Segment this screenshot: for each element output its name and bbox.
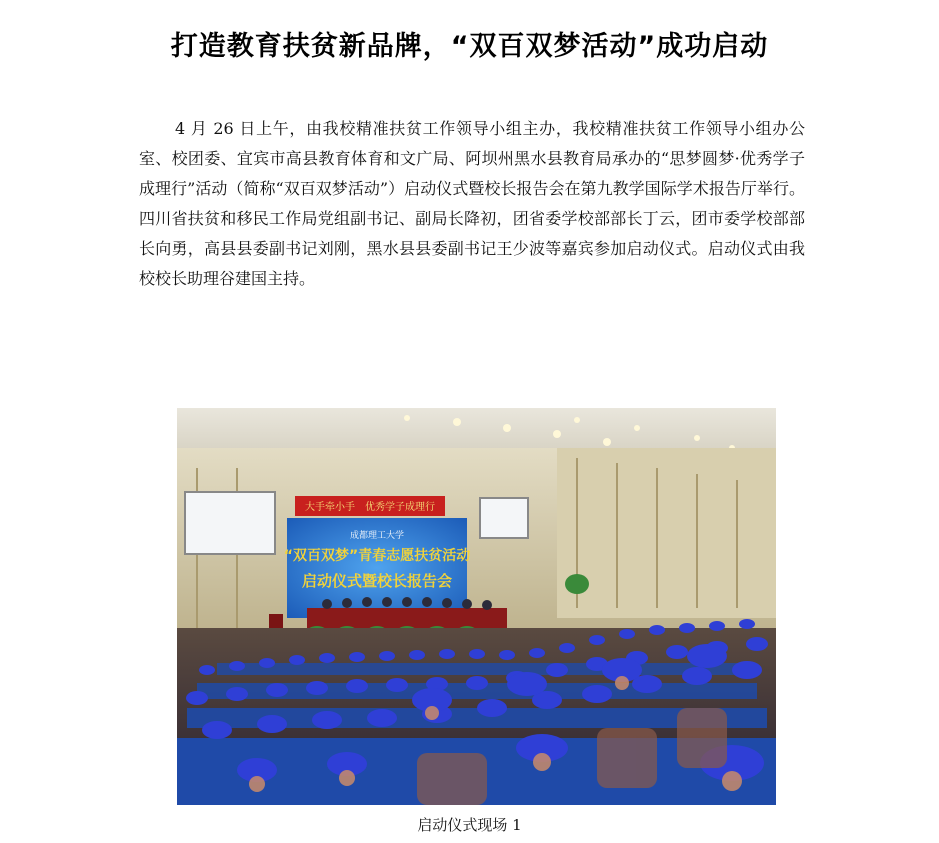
article-title: 打造教育扶贫新品牌，“双百双梦活动”成功启动 (170, 31, 769, 62)
photo-caption: 启动仪式现场 1 (417, 816, 522, 834)
stage-screen-line2: 启动仪式暨校长报告会 (301, 572, 453, 590)
stage-screen-small-text: 成都理工大学 (349, 531, 405, 541)
event-photo (177, 408, 776, 805)
article-paragraph: 4 月 26 日上午，由我校精准扶贫工作领导小组主办，我校精准扶贫工作领导小组办公室、校团委、宜宾市高县教育体育和文广局、阿坝州黑水县教育局承办的“思梦圆梦·优秀学子成理行”活动（简称“双百双梦活动”）启动仪式暨校长报告会在第九教学国际学术报告厅举行。四川省扶贫和移民工作局党组副书记、副局长降初，团省委学校部部长丁云，团市委学校部部长向勇，高县县委副书记刘刚，黑水县县委副书记王少波等嘉宾参加启动仪式。启动仪式由我校校长助理谷建国主持。 (139, 119, 805, 288)
right-side-screen (480, 498, 528, 538)
red-banner-text: 大手牵小手 优秀学子成理行 (305, 502, 435, 513)
left-side-screen (185, 492, 275, 554)
event-photo-illustration (177, 408, 776, 805)
right-wall (557, 448, 776, 618)
stage-screen-line1: “双百双梦”青春志愿扶贫活动 (283, 548, 471, 564)
